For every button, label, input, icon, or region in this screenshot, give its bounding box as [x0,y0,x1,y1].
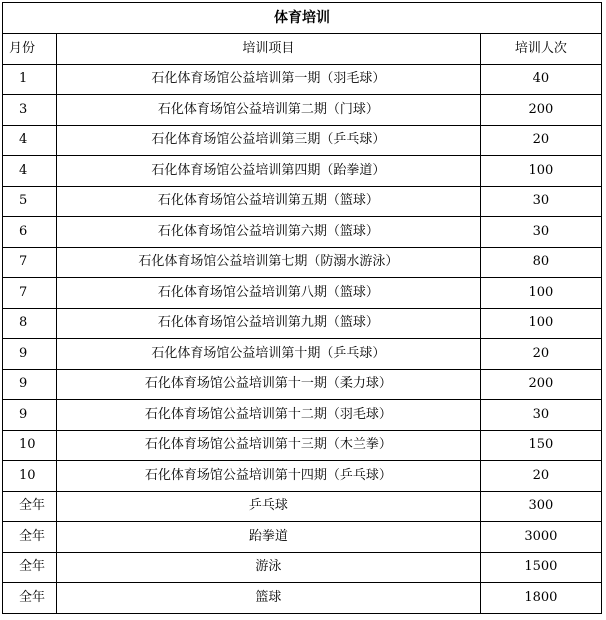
table-row [3,278,602,309]
count-cell[interactable]: 1800 [480,583,601,614]
month-cell[interactable]: 5 [3,186,57,217]
table-row [3,125,602,156]
table-row [3,430,602,461]
month-cell[interactable]: 全年 [3,583,57,614]
table-row [3,522,602,553]
header-item[interactable]: 培训项目 [57,34,481,65]
header-month[interactable]: 月份 [3,34,57,65]
item-cell[interactable]: 石化体育场馆公益培训第八期（篮球） [57,278,481,309]
count-cell[interactable]: 1500 [480,552,601,583]
count-cell[interactable]: 100 [480,156,601,187]
table-row [3,461,602,492]
count-cell[interactable]: 30 [480,186,601,217]
table-row [3,247,602,278]
count-cell[interactable]: 200 [480,369,601,400]
item-cell[interactable]: 石化体育场馆公益培训第四期（跆拳道） [57,156,481,187]
table-row [3,186,602,217]
month-cell[interactable]: 10 [3,461,57,492]
table-row [3,95,602,126]
item-cell[interactable]: 石化体育场馆公益培训第二期（门球） [57,95,481,126]
month-cell[interactable]: 4 [3,156,57,187]
training-table [2,2,602,614]
item-cell[interactable]: 篮球 [57,583,481,614]
count-cell[interactable]: 30 [480,400,601,431]
count-cell[interactable]: 150 [480,430,601,461]
item-cell[interactable]: 石化体育场馆公益培训第三期（乒乓球） [57,125,481,156]
item-cell[interactable]: 石化体育场馆公益培训第七期（防溺水游泳） [57,247,481,278]
item-cell[interactable]: 石化体育场馆公益培训第十二期（羽毛球） [57,400,481,431]
month-cell[interactable]: 9 [3,369,57,400]
month-cell[interactable]: 全年 [3,522,57,553]
item-cell[interactable]: 石化体育场馆公益培训第九期（篮球） [57,308,481,339]
table-row [3,64,602,95]
count-cell[interactable]: 3000 [480,522,601,553]
month-cell[interactable]: 全年 [3,491,57,522]
month-cell[interactable]: 7 [3,278,57,309]
spreadsheet-area [2,2,602,614]
header-row [3,34,602,65]
item-cell[interactable]: 游泳 [57,552,481,583]
count-cell[interactable]: 30 [480,217,601,248]
title-row [3,3,602,34]
item-cell[interactable]: 石化体育场馆公益培训第六期（篮球） [57,217,481,248]
month-cell[interactable]: 7 [3,247,57,278]
count-cell[interactable]: 200 [480,95,601,126]
count-cell[interactable]: 100 [480,308,601,339]
month-cell[interactable]: 9 [3,400,57,431]
item-cell[interactable]: 石化体育场馆公益培训第十一期（柔力球） [57,369,481,400]
month-cell[interactable]: 全年 [3,552,57,583]
item-cell[interactable]: 跆拳道 [57,522,481,553]
item-cell[interactable]: 石化体育场馆公益培训第五期（篮球） [57,186,481,217]
count-cell[interactable]: 80 [480,247,601,278]
table-row [3,552,602,583]
month-cell[interactable]: 4 [3,125,57,156]
item-cell[interactable]: 石化体育场馆公益培训第十四期（乒乓球） [57,461,481,492]
table-row [3,156,602,187]
month-cell[interactable]: 10 [3,430,57,461]
count-cell[interactable]: 20 [480,339,601,370]
month-cell[interactable]: 1 [3,64,57,95]
table-row [3,400,602,431]
header-count[interactable]: 培训人次 [480,34,601,65]
table-row [3,339,602,370]
count-cell[interactable]: 100 [480,278,601,309]
table-row [3,308,602,339]
item-cell[interactable]: 石化体育场馆公益培训第十三期（木兰拳） [57,430,481,461]
table-row [3,491,602,522]
table-row [3,369,602,400]
item-cell[interactable]: 石化体育场馆公益培训第一期（羽毛球） [57,64,481,95]
item-cell[interactable]: 乒乓球 [57,491,481,522]
month-cell[interactable]: 6 [3,217,57,248]
count-cell[interactable]: 20 [480,461,601,492]
table-title[interactable]: 体育培训 [3,3,602,34]
count-cell[interactable]: 40 [480,64,601,95]
month-cell[interactable]: 3 [3,95,57,126]
table-row [3,217,602,248]
table-row [3,583,602,614]
month-cell[interactable]: 9 [3,339,57,370]
item-cell[interactable]: 石化体育场馆公益培训第十期（乒乓球） [57,339,481,370]
count-cell[interactable]: 20 [480,125,601,156]
count-cell[interactable]: 300 [480,491,601,522]
month-cell[interactable]: 8 [3,308,57,339]
